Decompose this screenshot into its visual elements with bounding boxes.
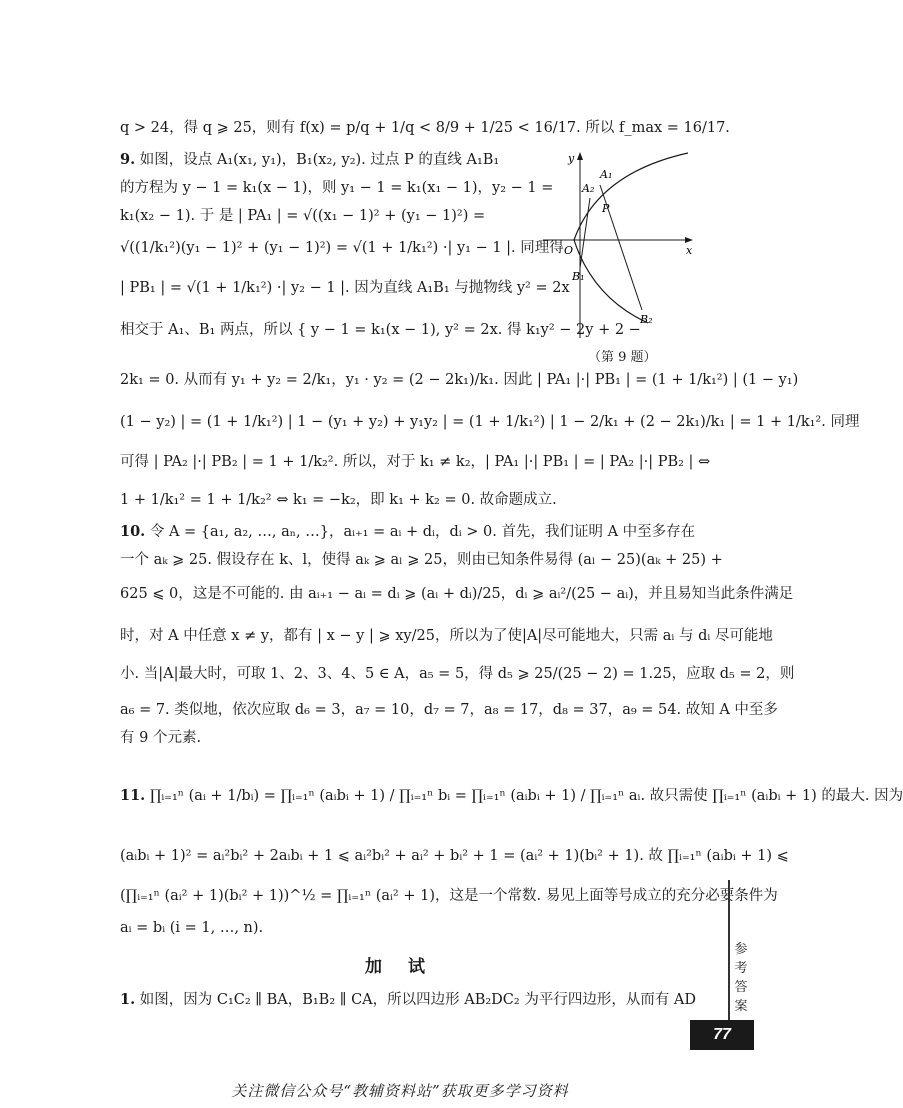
parabola-figure: [538, 148, 723, 348]
x-axis-arrow: [685, 237, 693, 243]
line-13: 一个 aₖ ⩾ 25. 假设存在 k、l，使得 aₖ ⩾ aₗ ⩾ 25，则由已知条件易得 (aₗ − 25)(aₖ + 25) +: [120, 552, 723, 568]
parabola-curve: [574, 153, 688, 323]
line-4: k₁(x₂ − 1). 于 是 | PA₁ | = √((x₁ − 1)² + (y₁ − 1)²) =: [120, 208, 486, 224]
figure-caption: （第 9 题）: [588, 350, 657, 365]
line-21: (∏ᵢ₌₁ⁿ (aᵢ² + 1)(bᵢ² + 1))^½ = ∏ᵢ₌₁ⁿ (aᵢ² + 1)，这是一个常数. 易见上面等号成立的充分必要条件为: [120, 888, 778, 904]
line-11: 1 + 1/k₁² = 1 + 1/k₂² ⇔ k₁ = −k₂，即 k₁ + k₂ = 0. 故命题成立.: [120, 492, 557, 508]
problem-number-9: 9.: [120, 151, 136, 168]
line-8: 2k₁ = 0. 从而有 y₁ + y₂ = 2/k₁，y₁ · y₂ = (2 − 2k₁)/k₁. 因此 | PA₁ |·| PB₁ | = (1 + 1/k₁²) | (1 − y₁): [120, 372, 799, 388]
problem-number-10: 10.: [120, 523, 146, 540]
side-tab-label: 参考答案: [734, 942, 748, 1014]
label-a2: A₂: [582, 182, 595, 195]
line-18: 有 9 个元素.: [120, 730, 202, 746]
line-12: [120, 522, 720, 542]
label-a1: A₁: [600, 168, 613, 181]
line-10: 可得 | PA₂ |·| PB₂ | = 1 + 1/k₂². 所以，对于 k₁ ≠ k₂，| PA₁ |·| PB₁ | = | PA₂ |·| PB₂ | ⇔: [120, 454, 711, 470]
section-title: 加 试: [365, 957, 435, 977]
label-b1: B₁: [572, 270, 585, 283]
page-number: 77: [690, 1020, 754, 1050]
line-17: a₆ = 7. 类似地，依次应取 d₆ = 3，a₇ = 10，d₇ = 7，a₈ = 17，d₈ = 37，a₉ = 54. 故知 A 中至多: [120, 702, 778, 718]
line-19-text: ∏ᵢ₌₁ⁿ (aᵢ + 1/bᵢ) = ∏ᵢ₌₁ⁿ (aᵢbᵢ + 1) / ∏ᵢ₌₁ⁿ bᵢ = ∏ᵢ₌₁ⁿ (aᵢbᵢ + 1) / ∏ᵢ₌₁ⁿ aᵢ. 故只需使 ∏ᵢ₌₁ⁿ (aᵢbᵢ + 1) 的最大. 因为: [149, 788, 903, 804]
line-12-text: 令 A = {a₁, a₂, …, aₙ, …}，aᵢ₊₁ = aᵢ + dᵢ，dᵢ > 0. 首先，我们证明 A 中至多存在: [149, 524, 696, 540]
problem-number-1: 1.: [120, 991, 136, 1008]
line-16: 小. 当|A|最大时，可取 1、2、3、4、5 ∈ A，a₅ = 5，得 d₅ ⩾ 25/(25 − 2) = 1.25，应取 d₅ = 2，则: [120, 666, 795, 682]
line-20: (aᵢbᵢ + 1)² = aᵢ²bᵢ² + 2aᵢbᵢ + 1 ⩽ aᵢ²bᵢ² + aᵢ² + bᵢ² + 1 = (aᵢ² + 1)(bᵢ² + 1). 故 ∏ᵢ₌₁ⁿ (aᵢbᵢ + 1) ⩽: [120, 848, 789, 864]
label-o: O: [564, 244, 574, 257]
footer-note: 关注微信公众号“教辅资料站”获取更多学习资料: [231, 1082, 569, 1100]
chord-a2-b1: [580, 198, 590, 268]
label-y: y: [568, 152, 575, 165]
line-1: q > 24，得 q ⩾ 25，则有 f(x) = p/q + 1/q < 8/9 + 1/25 < 16/17. 所以 f_max = 16/17.: [120, 120, 730, 136]
line-23-text: 如图，因为 C₁C₂ ∥ BA，B₁B₂ ∥ CA，所以四边形 AB₂DC₂ 为平行四边形，从而有 AD: [139, 992, 697, 1008]
label-x: x: [686, 244, 693, 257]
line-22: aᵢ = bᵢ (i = 1, …, n).: [120, 920, 264, 936]
line-23: [120, 990, 720, 1010]
label-p: P: [602, 202, 610, 215]
line-2-text: 如图，设点 A₁(x₁, y₁)，B₁(x₂, y₂). 过点 P 的直线 A₁B₁: [139, 152, 500, 168]
problem-number-11: 11.: [120, 787, 146, 804]
line-2: [120, 150, 530, 170]
line-6: | PB₁ | = √(1 + 1/k₁²) ·| y₂ − 1 |. 因为直线 A₁B₁ 与抛物线 y² = 2x: [120, 280, 570, 296]
line-15: 时，对 A 中任意 x ≠ y，都有 | x − y | ⩾ xy/25，所以为了使|A|尽可能地大，只需 aᵢ 与 dᵢ 尽可能地: [120, 628, 773, 644]
line-3: 的方程为 y − 1 = k₁(x − 1)，则 y₁ − 1 = k₁(x₁ − 1)，y₂ − 1 =: [120, 180, 554, 196]
line-19: [120, 786, 903, 806]
line-9: (1 − y₂) | = (1 + 1/k₁²) | 1 − (y₁ + y₂) + y₁y₂ | = (1 + 1/k₁²) | 1 − 2/k₁ + (2 − 2k₁)/k₁ | = 1 + 1/k₁². 同理: [120, 414, 860, 430]
label-b2: B₂: [640, 313, 653, 326]
line-7: 相交于 A₁、B₁ 两点，所以 { y − 1 = k₁(x − 1), y² = 2x. 得 k₁y² − 2y + 2 −: [120, 322, 641, 338]
y-axis-arrow: [577, 152, 583, 160]
line-14: 625 ⩽ 0，这是不可能的. 由 aᵢ₊₁ − aᵢ = dᵢ ⩾ (aᵢ + dᵢ)/25，dᵢ ⩾ aᵢ²/(25 − aᵢ)，并且易知当此条件满足: [120, 586, 794, 602]
line-5: √((1/k₁²)(y₁ − 1)² + (y₁ − 1)²) = √(1 + 1/k₁²) ·| y₁ − 1 |. 同理得: [120, 240, 564, 256]
